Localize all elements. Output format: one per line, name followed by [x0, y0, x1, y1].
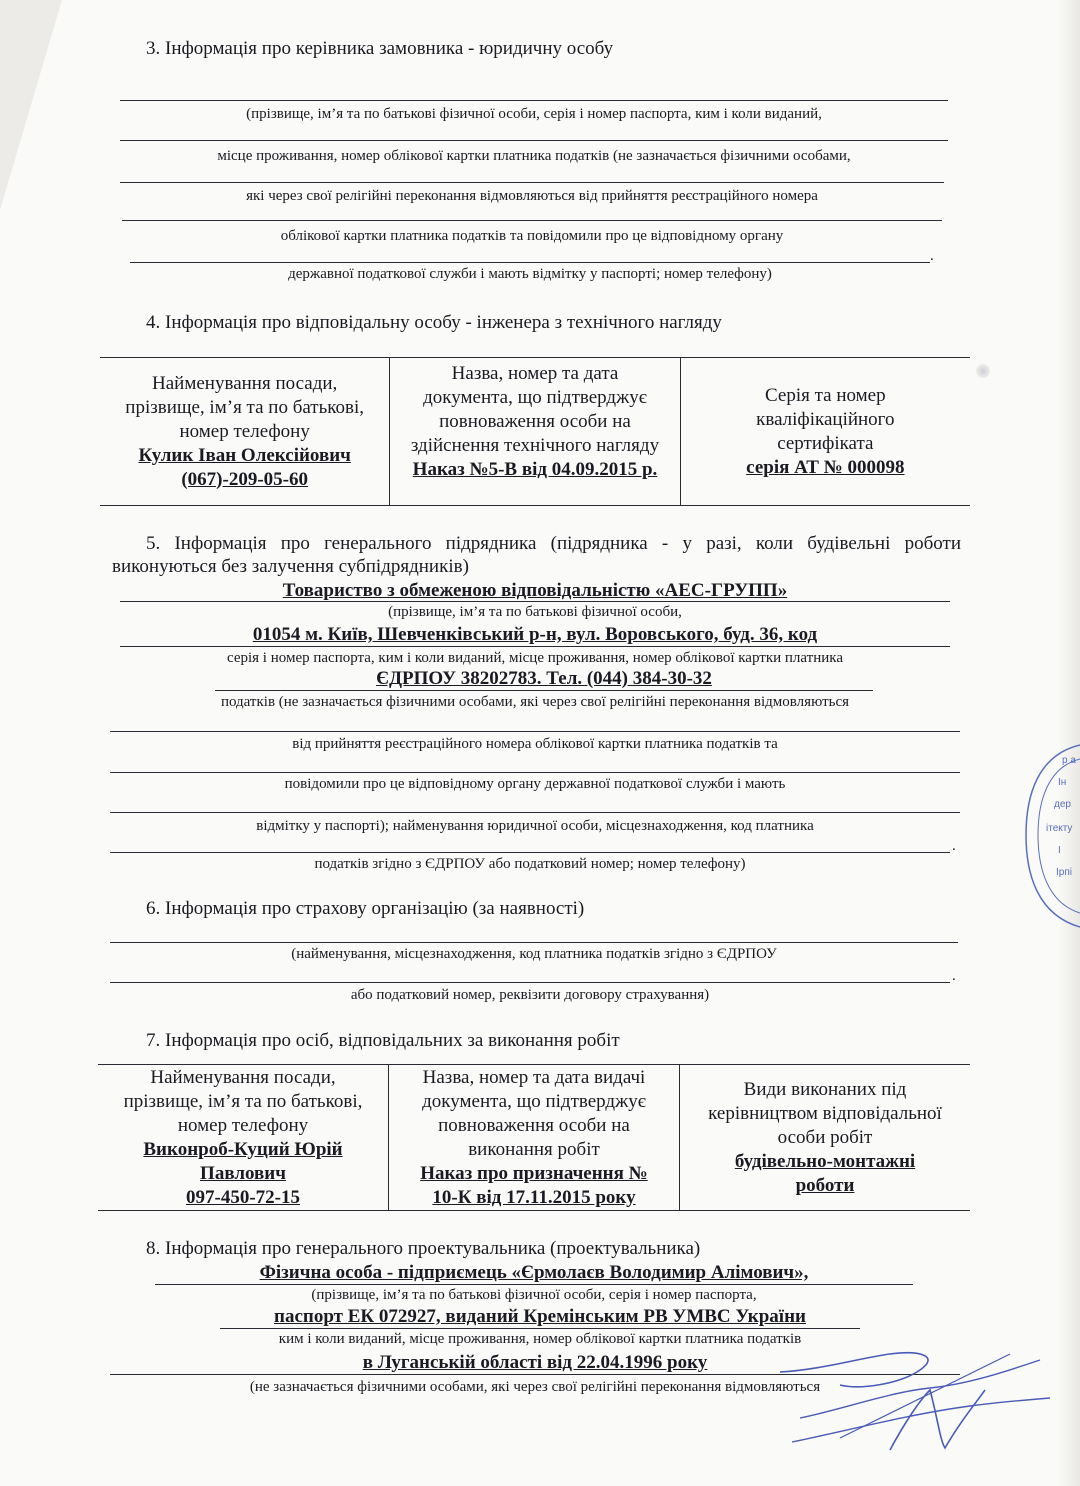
section3-note-5: державної податкової служби і мають відмітку у паспорті; номер телефону) — [288, 266, 772, 282]
blank-line — [120, 140, 948, 141]
header-line: кваліфікаційного — [756, 408, 895, 430]
works-type-cell — [679, 1065, 970, 1210]
blank-line — [122, 220, 942, 221]
responsible-phone: 097-450-72-15 — [186, 1186, 300, 1208]
blank-line — [110, 772, 960, 773]
contractor-code-phone: ЄДРПОУ 38202783. Тел. (044) 384-30-32 — [376, 668, 712, 689]
header-line: прізвище, ім’я та по батькові, — [123, 1090, 363, 1112]
header-line: повноваження особи на — [439, 411, 631, 432]
appointment-order: Наказ про призначення № — [420, 1162, 648, 1184]
header-line: Назва, номер та дата — [451, 363, 619, 384]
header-line: керівництвом відповідальної — [708, 1102, 942, 1124]
section7-heading: 7. Інформація про осіб, відповідальних за виконання робіт — [146, 1030, 620, 1051]
responsible-name-cont: Павлович — [200, 1162, 286, 1184]
section5-note-3: податків (не зазначається фізичними особами, які через свої релігійні переконання відмовляються — [220, 694, 850, 710]
section5-note-4: від прийняття реєстраційного номера облікової картки платника податків та — [292, 736, 778, 752]
section8-note-3: (не зазначається фізичними особами, які через свої релігійні переконання відмовляються — [249, 1379, 821, 1395]
line-end-dot: . — [930, 248, 934, 264]
section3-note-4: облікової картки платника податків та повідомили про це відповідному органу — [280, 228, 784, 244]
header-line: Найменування посади, — [152, 372, 338, 394]
stamp-text: дер — [1054, 799, 1071, 810]
section5-note-6: відмітку у паспорті); найменування юридичної особи, місцезнаходження, код платника — [256, 818, 814, 834]
section5-note-7: податків згідно з ЄДРПОУ або податковий номер; номер телефону) — [314, 856, 746, 872]
line-end-dot: . — [952, 968, 956, 984]
works-type: будівельно-монтажні — [734, 1150, 916, 1172]
section6-heading: 6. Інформація про страхову організацію (за наявності) — [146, 898, 585, 919]
section6-note-1: (найменування, місцезнаходження, код платника податків згідно з ЄДРПОУ — [291, 946, 777, 962]
responsible-person-cell — [98, 1065, 388, 1210]
blank-line — [110, 852, 950, 853]
inspector-person-cell — [100, 358, 389, 505]
header-line: прізвище, ім’я та по батькові, — [125, 396, 365, 418]
responsible-document-cell — [388, 1065, 679, 1210]
inspector-order: Наказ №5-В від 04.09.2015 р. — [412, 459, 658, 480]
section5-note-2: серія і номер паспорта, ким і коли виданий, місце проживання, номер облікової картки платника — [226, 650, 843, 666]
blank-line — [120, 182, 944, 183]
header-line: здійснення технічного нагляду — [410, 435, 660, 456]
blank-line — [215, 690, 873, 691]
header-line: виконання робіт — [468, 1138, 600, 1160]
page-fold — [0, 0, 62, 210]
designer-passport: паспорт ЕК 072927, виданий Кремінським РВ УМВС України — [274, 1306, 806, 1327]
blank-line — [110, 731, 960, 732]
header-line: документа, що підтверджує — [423, 387, 647, 408]
inspector-phone: (067)-209-05-60 — [181, 468, 308, 490]
header-line: Види виконаних під — [743, 1078, 907, 1100]
designer-name: Фізична особа - підприємець «Єрмолаєв Володимир Алімович», — [259, 1262, 809, 1283]
section8-note-2: ким і коли виданий, місце проживання, номер облікової картки платника податків — [278, 1331, 802, 1347]
contractor-address: 01054 м. Київ, Шевченківський р-н, вул. Воровського, буд. 36, код — [252, 624, 818, 645]
stamp-text: р а — [1062, 755, 1076, 766]
header-line: номер телефону — [177, 1114, 309, 1136]
blank-line — [110, 982, 950, 983]
works-type-cont: роботи — [795, 1174, 855, 1196]
header-line: сертифіката — [777, 432, 874, 454]
header-line: Серія та номер — [765, 384, 886, 406]
header-line: номер телефону — [179, 420, 310, 442]
workers-table — [98, 1064, 970, 1211]
section6-note-2: або податковий номер, реквізити договору страхування) — [350, 987, 710, 1003]
header-line: особи робіт — [777, 1126, 873, 1148]
header-line: документа, що підтверджує — [422, 1090, 646, 1112]
section4-heading: 4. Інформація про відповідальну особу - інженера з технічного нагляду — [146, 312, 722, 333]
header-line: Назва, номер та дата видачі — [422, 1066, 646, 1088]
stamp-text: ітекту — [1046, 823, 1073, 834]
section3-note-2: місце проживання, номер облікової картки платника податків (не зазначається фізичними особами, — [217, 148, 851, 164]
stamp-fragment — [1018, 735, 1080, 935]
inspector-document-cell — [389, 358, 679, 505]
stamp-text: Ірпі — [1056, 867, 1072, 878]
blank-line — [155, 1284, 913, 1285]
signature — [770, 1330, 1060, 1480]
stamp-text: І — [1058, 845, 1061, 856]
section3-note-1: (прізвище, ім’я та по батькові фізичної особи, серія і номер паспорта, ким і коли виданий, — [246, 106, 822, 122]
section3-note-3: які через свої релігійні переконання відмовляються від прийняття реєстраційного номера — [246, 188, 818, 204]
ink-smudge — [976, 364, 990, 378]
blank-line — [120, 100, 948, 101]
blank-line — [220, 1328, 860, 1329]
inspector-certificate-cell — [680, 358, 970, 505]
header-line: повноваження особи на — [438, 1114, 630, 1136]
section5-heading-2: виконуються без залучення субпідрядників) — [112, 556, 469, 577]
inspector-table — [100, 357, 970, 506]
blank-line — [110, 812, 960, 813]
section5-note-1: (прізвище, ім’я та по батькові фізичної особи, — [388, 604, 682, 620]
section5-note-5: повідомили про це відповідному органу державної податкової служби і мають — [284, 776, 786, 792]
designer-passport-cont: в Луганській області від 22.04.1996 року — [362, 1352, 708, 1373]
certificate-number: серія АТ № 000098 — [746, 456, 905, 478]
blank-line — [110, 942, 958, 943]
blank-line — [120, 646, 950, 647]
header-line: Найменування посади, — [150, 1066, 336, 1088]
section3-heading: 3. Інформація про керівника замовника - юридичну особу — [146, 38, 614, 59]
appointment-order-cont: 10-К від 17.11.2015 року — [432, 1186, 636, 1208]
responsible-name: Виконроб-Куций Юрій — [143, 1138, 343, 1160]
blank-line — [130, 262, 930, 263]
section5-heading-1: 5. Інформація про генерального підрядника (підрядника - у разі, коли будівельні роботи — [146, 533, 961, 554]
section8-note-1: (прізвище, ім’я та по батькові фізичної особи, серія і номер паспорта, — [311, 1287, 757, 1303]
section8-heading: 8. Інформація про генерального проектувальника (проектувальника) — [146, 1238, 701, 1259]
stamp-text: Ін — [1058, 777, 1067, 788]
contractor-name: Товариство з обмеженою відповідальністю «АЕС-ГРУПП» — [282, 580, 788, 601]
inspector-name: Кулик Іван Олексійович — [138, 444, 351, 466]
line-end-dot: . — [952, 838, 956, 854]
